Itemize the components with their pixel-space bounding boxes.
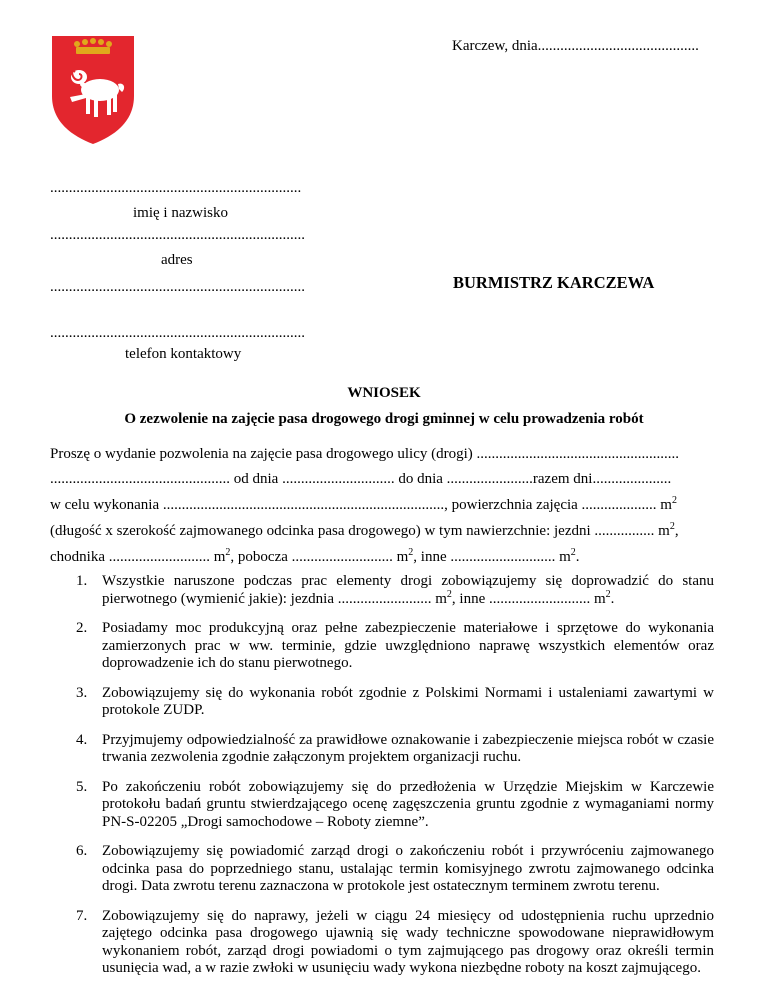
name-dots-field[interactable]: ...................................................................	[50, 180, 302, 196]
list-item	[50, 620, 714, 673]
body-line-3-text: w celu wykonania ..........................................................................., powierzchnia zajęcia .................... m	[50, 497, 672, 513]
shoulder-field: , pobocza ........................... m	[230, 549, 409, 565]
address-dots-field[interactable]: ....................................................................	[50, 227, 305, 243]
obligations-list	[50, 573, 714, 990]
superscript: 2	[408, 547, 414, 558]
list-number: 2.	[76, 620, 88, 636]
list-item-text: Przyjmujemy odpowiedzialność za prawidłowe oznakowanie i zabezpieczenie miejsca robót w czasie trwania zezwolenia zgodnie załączonym projektem organizacji ruchu.	[102, 731, 714, 765]
phone-label: telefon kontaktowy	[125, 346, 242, 362]
punctuation: ,	[674, 523, 679, 539]
superscript: 2	[570, 547, 576, 558]
body-line-4	[50, 523, 679, 540]
list-item-text: Zobowiązujemy się powiadomić zarząd drogi o zakończeniu robót i przywróceniu zajmowanego odcinka pasa do poprzedniego stanu, ustalając termin komisyjnego zwrotu zajmowanego odcinka drogi. Data zwrotu terenu zaznaczona w protokole jest ostatecznym terminem zwrotu terenu.	[102, 843, 714, 894]
superscript: 2	[671, 495, 677, 506]
place-date-field[interactable]: Karczew, dnia...........................................	[452, 38, 699, 54]
list-item	[50, 843, 714, 896]
superscript: 2	[605, 588, 611, 600]
body-line-5	[50, 549, 580, 566]
body-line-1: Proszę o wydanie pozwolenia na zajęcie pasa drogowego ulicy (drogi) ......................................................	[50, 446, 680, 462]
address-label: adres	[161, 252, 193, 268]
list-item-text: , inne ........................... m	[451, 590, 606, 607]
list-item	[50, 732, 714, 767]
addressee-heading: BURMISTRZ KARCZEWA	[453, 273, 655, 292]
list-number: 5.	[76, 778, 88, 795]
address-line2-dots-field[interactable]: ....................................................................	[50, 279, 305, 295]
list-item-text: Zobowiązujemy się do naprawy, jeżeli w ciągu 24 miesięcy od udostępnienia ruchu uprzednio zajętego odcinka pasa drogowego ujawnią się wady techniczne spowodowane nieprawidłowym wykonaniem robót, zarząd drogi powiadomi o tym zajmującego pas drogowy oraz określi termin usunięcia wad, a w razie zwłoki w usunięciu wady wykona niezbędne roboty na koszt zajmującego.	[102, 907, 714, 976]
superscript: 2	[225, 547, 231, 558]
name-label: imię i nazwisko	[133, 205, 228, 221]
list-item-text: Po zakończeniu robót zobowiązujemy się do przedłożenia w Urzędzie Miejskim w Karczewie protokołu badań gruntu stwierdzającego ocenę zagęszczenia gruntu zgodnie z wymaganiami normy PN-S-02205 „Drogi samochodowe – Roboty ziemne”.	[102, 778, 714, 830]
list-item-text: Posiadamy moc produkcyjną oraz pełne zabezpieczenie materiałowe i sprzętowe do wykonania zamierzonych prac w ww. terminie, gdzie uwzględniono naprawę wszystkich elementów oraz doprowadzenie ich do stanu pierwotnego.	[102, 620, 714, 671]
list-number: 4.	[76, 731, 88, 748]
document-title: WNIOSEK	[347, 385, 421, 401]
list-number: 3.	[76, 684, 88, 701]
phone-dots-field[interactable]: ....................................................................	[50, 325, 305, 341]
sidewalk-field: chodnika ........................... m	[50, 549, 226, 565]
list-number: 1.	[76, 573, 88, 589]
superscript: 2	[669, 521, 675, 532]
list-item	[50, 908, 714, 978]
list-item	[50, 573, 714, 608]
punctuation: .	[575, 549, 580, 565]
body-line-3	[50, 497, 677, 514]
list-item	[50, 779, 714, 832]
list-item-text: Wszystkie naruszone podczas prac elementy drogi zobowiązujemy się doprowadzić do stanu pierwotnego (wymienić jakie): jezdnia ......................... m	[102, 573, 714, 607]
karczew-coat-of-arms-icon	[50, 34, 136, 146]
list-item-text: Zobowiązujemy się do wykonania robót zgodnie z Polskimi Normami i ustaleniami zawartymi w protokole ZUDP.	[102, 684, 714, 718]
body-line-2: ................................................ od dnia .............................. do dnia .......................razem dni.....................	[50, 471, 672, 487]
list-number: 6.	[76, 843, 88, 859]
document-subtitle: O zezwolenie na zajęcie pasa drogowego drogi gminnej w celu prowadzenia robót	[124, 411, 644, 427]
body-line-4-text: (długość x szerokość zajmowanego odcinka pasa drogowego) w tym nawierzchnie: jezdni ................ m	[50, 523, 670, 539]
list-item	[50, 685, 714, 720]
superscript: 2	[446, 588, 452, 600]
punctuation: .	[610, 590, 615, 607]
other-field: , inne ............................ m	[413, 549, 571, 565]
list-number: 7.	[76, 907, 88, 924]
